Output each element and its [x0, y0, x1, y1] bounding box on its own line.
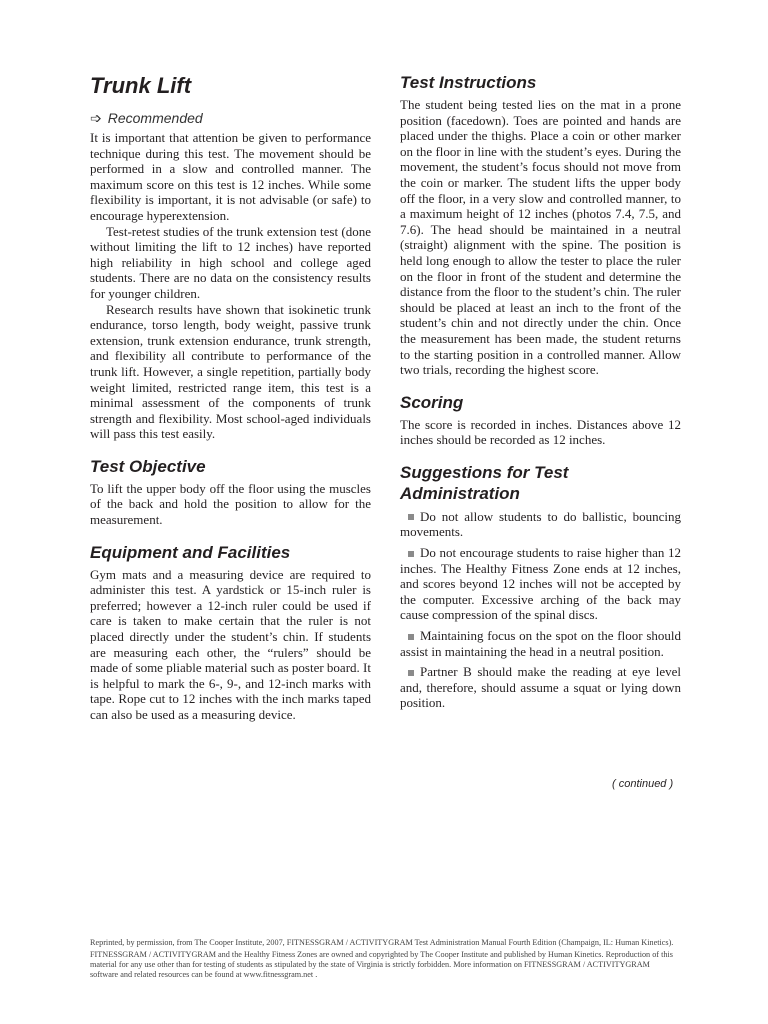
scoring-heading: Scoring — [400, 392, 464, 412]
suggestion-item — [400, 545, 681, 623]
recommended-label — [90, 110, 371, 126]
footer — [90, 938, 680, 982]
instructions-text: The student being tested lies on the mat in a prone position (facedown). Toes are pointed and hands are placed under the thighs. Place a coin or other marker on the floor in line with the student’s eyes. During the movement, the student’s focus should not move from the coin or marker. The student lifts the upper body off the floor, in a very slow and controlled manner, to a maximum height of 12 inches (photos 7.4, 7.5, and 7.6). The head should be maintained in a neutral (straight) alignment with the spine. The position is held long enough to allow the tester to place the ruler on the floor in front of the student and determine the distance from the floor to the student’s chin. The ruler should be placed at least an inch to the front of the student’s chin and not directly under the chin. Once the measurement has been made, the student returns to the starting position in a controlled manner. Allow two trials, recording the highest score. — [400, 97, 681, 378]
objective-text: To lift the upper body off the floor using the muscles of the back and hold the position to allow for the measurement. — [90, 480, 371, 528]
continued-note: ( continued ) — [612, 778, 674, 790]
suggestion-text: Do not encourage students to raise higher than 12 inches. The Healthy Fitness Zone ends at 12 inches, and scores beyond 12 inches will not be accepted by the computer. Excessive arching of the back may cause compression of the spinal discs. — [400, 545, 681, 623]
suggestion-item — [400, 664, 681, 711]
intro-paragraph-2: Test-retest studies of the trunk extension test (done without limiting the lift to 12 inches) have reported high reliability in high school and college aged students. There are no data on the consistency results for younger children. — [90, 223, 371, 301]
suggestion-item — [400, 509, 681, 540]
page-title: Trunk Lift — [90, 73, 192, 98]
arrow-right-icon: ➩ — [90, 110, 102, 126]
left-column — [90, 66, 371, 723]
bullet-square-icon — [408, 670, 414, 676]
footer-copyright: FITNESSGRAM / ACTIVITYGRAM and the Healthy Fitness Zones are owned and copyrighted by The Cooper Institute and published by Human Kinetics. Reproduction of this material for any use other than for testing of students as stipulated by the state of Virginia is strictly forbidden. More information on FITNESSGRAM / ACTIVITYGRAM software and related resources can be found at www.fitnessgram.net . — [90, 950, 673, 979]
intro-paragraph-3: Research results have shown that isokinetic trunk endurance, torso length, body weight, passive trunk extension, trunk extension endurance, trunk strength, and flexibility all contribute to performance of the trunk lift. However, a single repetition, partially body weight limited, restricted range item, this test is a minimal assessment of the components of trunk strength and flexibility. Most school-aged individuals will pass this test easily. — [90, 301, 371, 442]
suggestion-text: Partner B should make the reading at eye level and, therefore, should assume a squat or lying down position. — [400, 664, 681, 711]
right-column — [400, 66, 681, 711]
intro-paragraph-1: It is important that attention be given to performance technique during this test. The movement should be performed in a slow and controlled manner. The maximum score on this test is 12 inches. While some flexibility is important, it is not advisable (or safe) to encourage hyperextension. — [90, 130, 371, 223]
suggestions-heading: Suggestions for Test Administration — [400, 462, 569, 503]
equipment-heading: Equipment and Facilities — [90, 542, 291, 562]
equipment-text: Gym mats and a measuring device are required to administer this test. A yardstick or 15-inch ruler is preferred; however a 12-inch ruler could be used if care is taken to make certain that the ruler is not placed directly under the student’s chin. If students are measuring each other, the “rulers” should be made of some pliable material such as poster board. It is helpful to mark the 6-, 9-, and 12-inch marks with tape. Rope cut to 12 inches with the inch marks taped can also be used as a measuring device. — [90, 566, 371, 722]
recommended-text: Recommended — [107, 110, 203, 126]
suggestion-item — [400, 628, 681, 659]
suggestion-text: Do not allow students to do ballistic, bouncing movements. — [400, 508, 681, 540]
scoring-text: The score is recorded in inches. Distances above 12 inches should be recorded as 12 inches. — [400, 416, 681, 448]
objective-heading: Test Objective — [90, 456, 206, 476]
bullet-square-icon — [408, 551, 414, 557]
suggestion-text: Maintaining focus on the spot on the floor should assist in maintaining the head in a neutral position. — [400, 628, 681, 659]
bullet-square-icon — [408, 514, 414, 520]
instructions-heading: Test Instructions — [400, 73, 537, 92]
footer-credit: Reprinted, by permission, from The Cooper Institute, 2007, FITNESSGRAM / ACTIVITYGRAM Test Administration Manual Fourth Edition (Champaign, IL: Human Kinetics). — [90, 938, 674, 947]
bullet-square-icon — [408, 634, 414, 640]
